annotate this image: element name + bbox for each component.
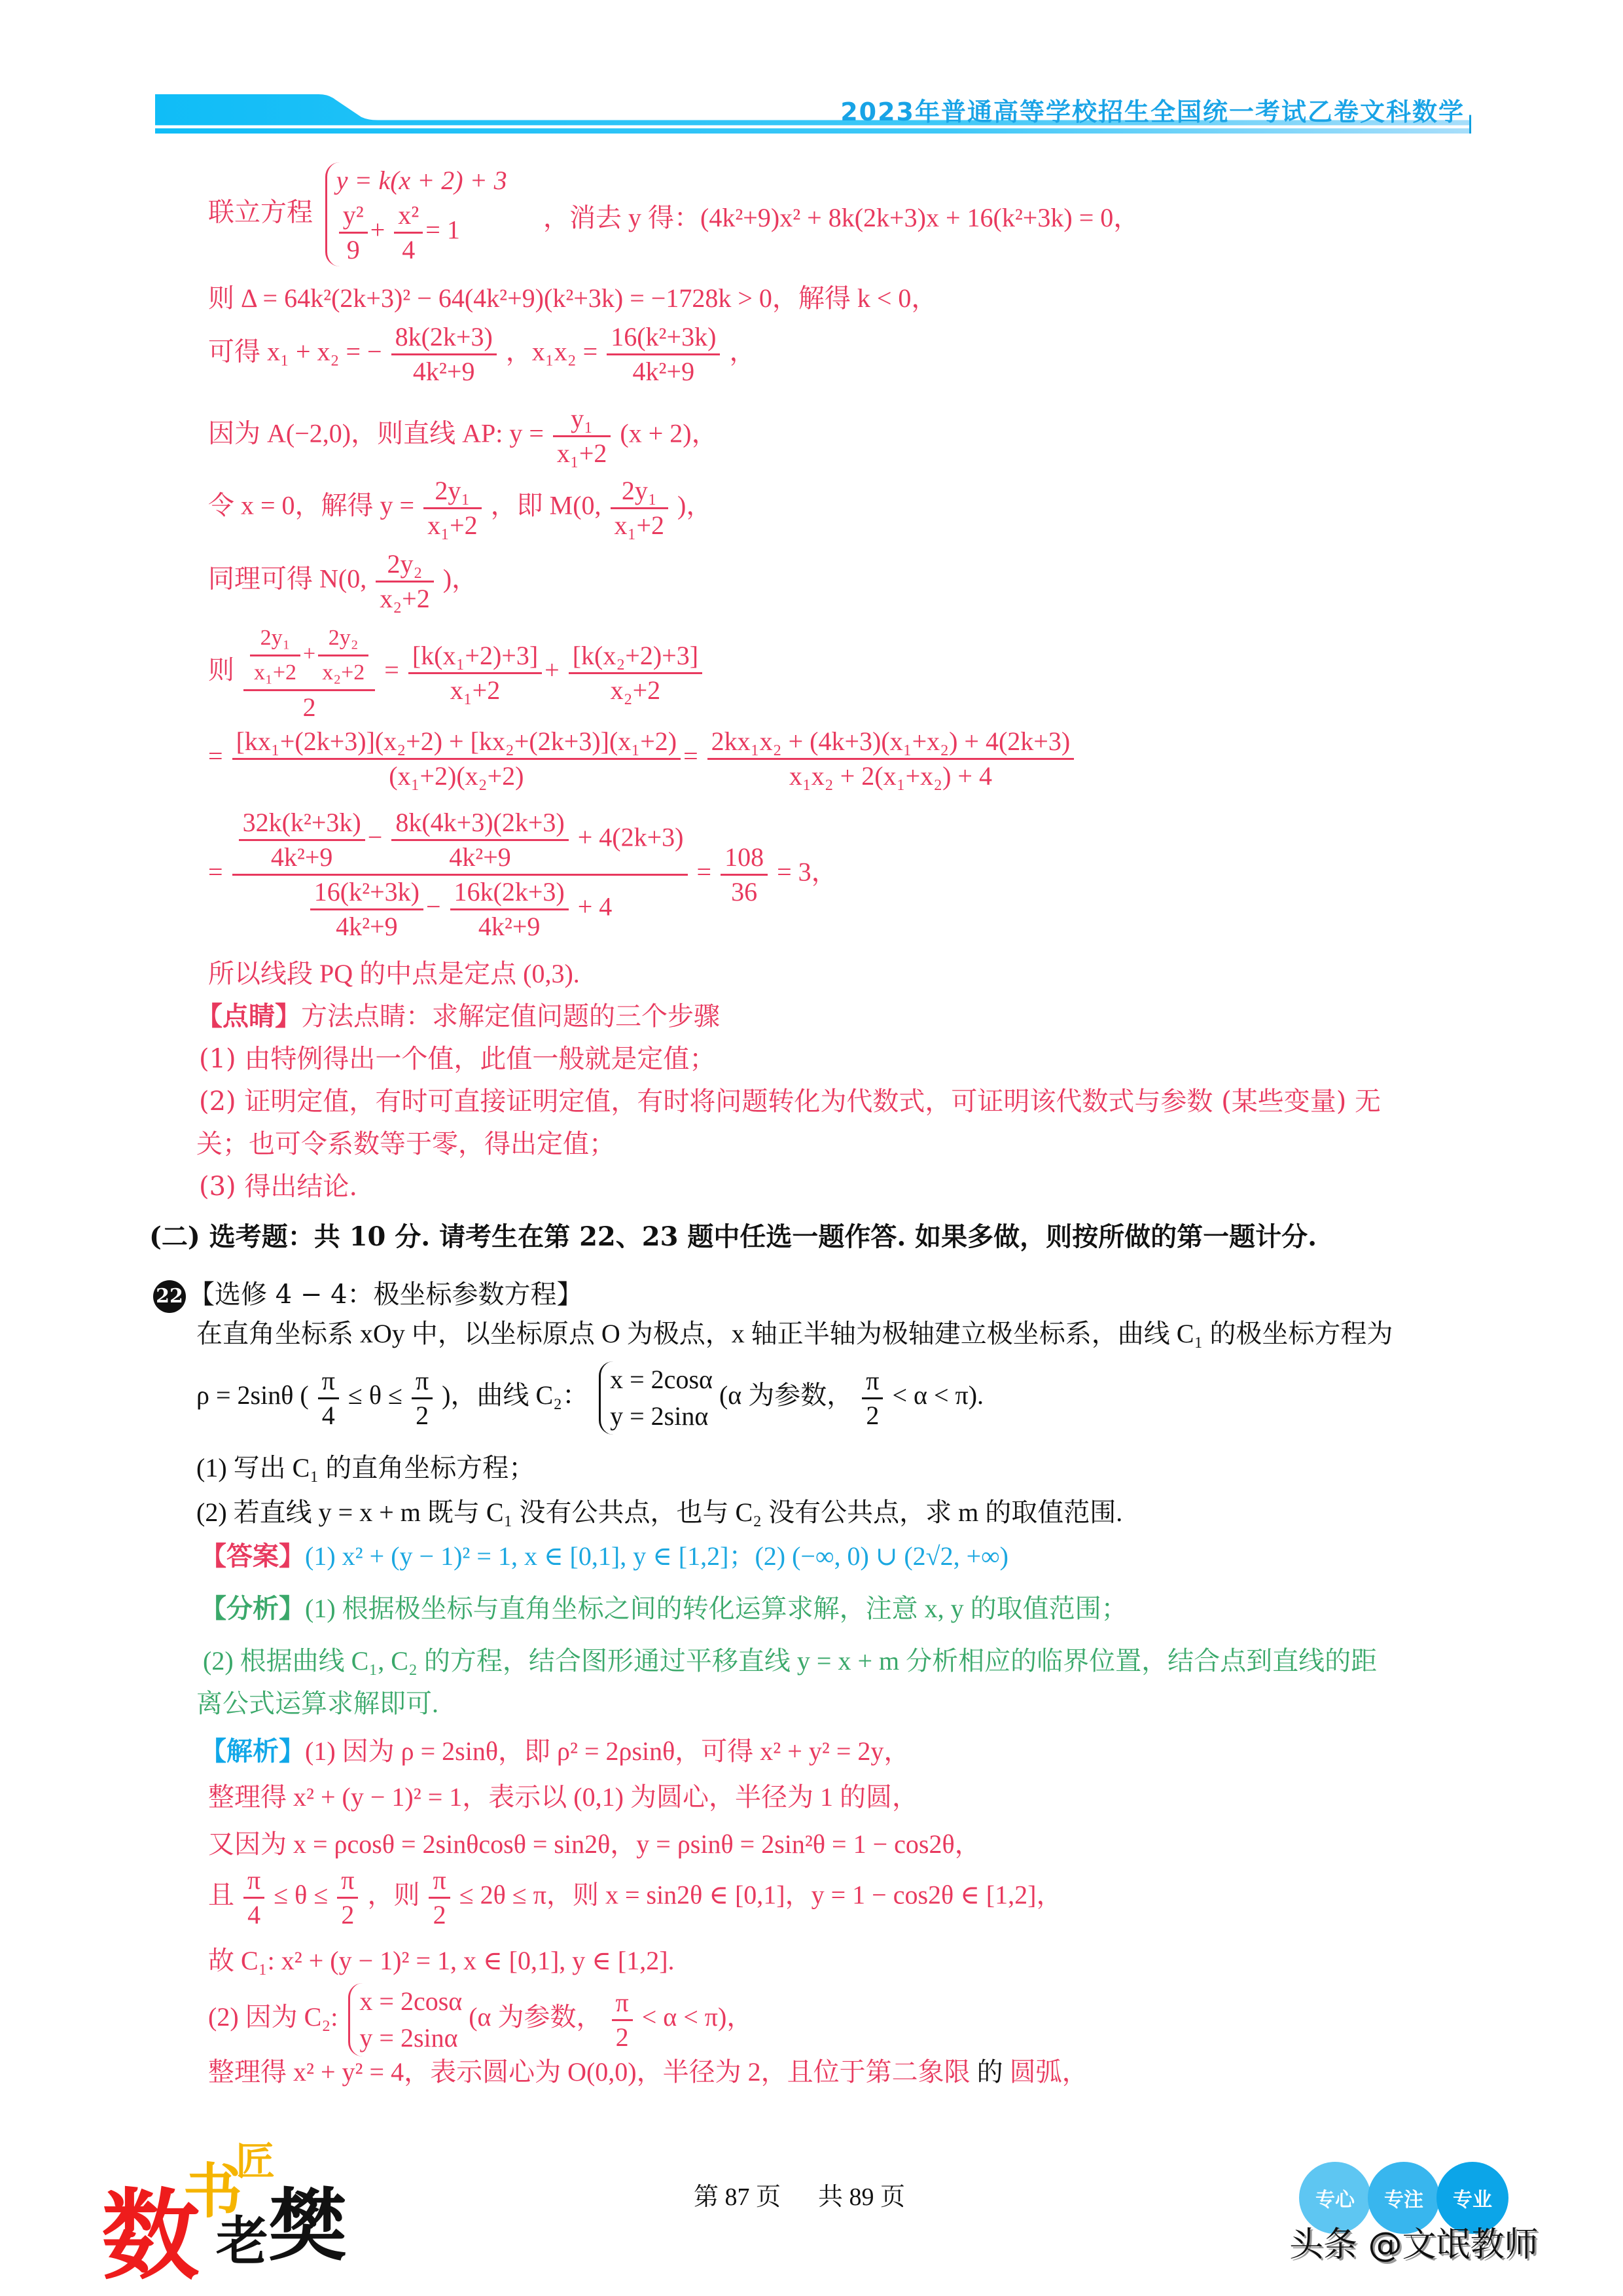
logo-char: 老 [216, 2210, 268, 2272]
frac-num: [kx₁+(2k+3)](x₂+2) + [kx₂+(2k+3)](x₁+2) [232, 725, 681, 760]
analysis-label: 【分析】 [200, 1594, 305, 1623]
vieta-prefix: 可得 x₁ + x₂ = − [208, 336, 382, 367]
discriminant-line: 则 Δ = 64k²(2k+3)² − 64(4k²+9)(k²+3k) = −1728k > 0，解得 k < 0， [208, 283, 938, 313]
frac-num: 2y₂ [318, 622, 368, 656]
question-stem-2 [196, 1361, 984, 1435]
result-tail: = 3， [777, 857, 838, 887]
frac-num: 2y₁ [611, 475, 669, 509]
equation-system [599, 1361, 713, 1435]
frac-den: x₁x₂ + 2(x₁+x₂) + 4 [789, 761, 992, 791]
current-page: 87 [724, 2183, 750, 2211]
frac-den: 36 [731, 877, 758, 906]
sol6-end: < α < π)， [641, 2002, 753, 2032]
bottom-tail: + 4 [577, 891, 613, 922]
frac-num: 16(k²+3k) [607, 321, 720, 355]
frac-den: 4 [247, 1900, 261, 1929]
frac-den: 9 [346, 235, 360, 264]
frac-num: π [412, 1365, 433, 1399]
watermark: 头条 @文氓教师 [1289, 2225, 1539, 2265]
stem-mid: ≤ θ ≤ [348, 1380, 402, 1410]
tip-item-1: (1) 由特例得出一个值，此值一般就是定值； [199, 1044, 716, 1074]
sol4-end: ≤ 2θ ≤ π，则 x = sin2θ ∈ [0,1]，y = 1 − cos2θ ∈ [1,2]， [459, 1880, 1063, 1910]
point-n-suffix: )， [442, 564, 478, 594]
sol6-param: (α 为参数， [469, 2002, 603, 2032]
sub-question-1: (1) 写出 C₁ 的直角坐标方程； [196, 1453, 535, 1482]
total-pages: 89 [849, 2183, 874, 2211]
sol4-prefix: 且 [208, 1880, 234, 1910]
page-number [694, 2176, 905, 2212]
tip-heading [196, 998, 720, 1035]
frac-den: x₁+2 [556, 439, 607, 468]
frac-den: 4k²+9 [270, 842, 333, 872]
tip-item-2: (2) 证明定值，有时可直接证明定值，有时将问题转化为代数式，可证明该代数式与参数 (某些变量) 无 [199, 1086, 1382, 1117]
sol4-mid1: ≤ θ ≤ [274, 1880, 329, 1910]
logo-char: 书 [183, 2157, 242, 2226]
frac-den: 4k²+9 [449, 842, 511, 872]
motto-bubble: 专业 [1436, 2162, 1508, 2234]
sol4-mid2: ，则 [367, 1880, 420, 1910]
question-number-badge: 22 [153, 1280, 186, 1313]
frac-den: 4k²+9 [632, 357, 695, 386]
point-m-suffix: )， [677, 490, 713, 520]
answer-block [200, 1538, 1008, 1575]
sol7-b: 的 [976, 2057, 1003, 2087]
logo-char: 数 [101, 2178, 200, 2293]
system-eq-1: x = 2cosα [610, 1365, 713, 1394]
midpoint-prefix: 则 [208, 655, 234, 685]
point-m [208, 475, 712, 542]
frac-den: 4 [402, 235, 416, 264]
frac-den: 2 [416, 1400, 429, 1430]
frac-num: [k(x₂+2)+3] [569, 639, 702, 674]
frac-den: 4k²+9 [478, 912, 541, 941]
logo-char: 樊 [268, 2179, 347, 2272]
header-title: 2023年普通高等学校招生全国统一考试乙卷文科数学 [840, 98, 1465, 126]
equation-system [348, 1983, 462, 2056]
frac-den: 2 [866, 1400, 880, 1430]
solution-label: 【解析】 [200, 1736, 305, 1766]
frac-den: x₂+2 [322, 660, 365, 685]
frac-num: 2kx₁x₂ + (4k+3)(x₁+x₂) + 4(2k+3) [707, 725, 1075, 760]
line-ap-prefix: 因为 A(−2,0)，则直线 AP: y = [208, 418, 544, 448]
tip-item-3: (3) 得出结论. [199, 1172, 358, 1202]
frac-num: π [862, 1365, 883, 1399]
expansion-step: = $\frac{\text{[kx₁+(2k+3)](x₂+2) + [kx₂+(2k+3)](x₁+2)}}{\text{(x₁+2)(x₂+2)}}$ = $\frac{\text{2kx₁x₂ + (4k+3)(x₁+x₂) + 4(2k+3)}}{\text{x₁x₂ + 2(x₁+x₂) + 4}}$ [208, 725, 1077, 793]
tip-item-2-cont: 关；也可令系数等于零，得出定值； [196, 1129, 615, 1159]
simultaneous-equations [208, 162, 507, 266]
section-heading: (二) 选考题：共 10 分. 请考生在第 22、23 题中任选一题作答. 如果多做，则按所做的第一题计分. [149, 1221, 1317, 1252]
page-label: 第 [694, 2183, 719, 2211]
sol7-a: 整理得 x² + y² = 4，表示圆心为 O(0,0)，半径为 2，且位于第二象限 [208, 2057, 971, 2087]
solution-1: (1) 因为 ρ = 2sinθ，即 ρ² = 2ρsinθ，可得 x² + y² = 2y， [305, 1736, 910, 1766]
motto-bubble: 专心 [1299, 2162, 1371, 2234]
equation-system: y = k(x + 2) + 3 $\frac{\text{y²}}{9}$ + $\frac{\text{x²}}{4}$ = 1 [325, 162, 507, 266]
sol7-c: 圆弧， [1009, 2057, 1088, 2087]
analysis-2: (2) 根据曲线 C₁, C₂ 的方程，结合图形通过平移直线 y = x + m 分析相应的临界位置，结合点到直线的距 [203, 1646, 1378, 1676]
solution-4 [208, 1864, 1062, 1931]
solution-block [200, 1733, 910, 1770]
system-eq-2: y = 2sinα [610, 1401, 709, 1431]
system-eq-1: y = k(x + 2) + 3 [336, 166, 507, 195]
tip-title: 方法点睛：求解定值问题的三个步骤 [301, 1001, 720, 1031]
question-22-title [153, 1276, 583, 1313]
line-ap-suffix: (x + 2)， [620, 418, 718, 448]
solution-7 [208, 2054, 1088, 2090]
frac-num: [k(x₁+2)+3] [408, 639, 542, 674]
point-n-prefix: 同理可得 N(0, [208, 564, 367, 594]
solution-3: 又因为 x = ρcosθ = 2sinθcosθ = sin2θ，y = ρsinθ = 2sin²θ = 1 − cos2θ， [208, 1829, 981, 1859]
substitution-step: = $\frac{\text{32k(k²+3k)}}{\text{4k²+9}}$ − $\frac{8k(4k+3)(2k+3)}{\text{4k²+9}}$ + 4(2k+3) $\frac{\text{16(k²+3k)}}{\text{4k²+9}}$ − $\frac{16k(2k+3)}{\text{4k²+9}}$ + 4 = $\frac{108}{36}$ = 3， [208, 806, 838, 943]
vieta-suffix: ， [729, 336, 756, 367]
conclusion: 所以线段 PQ 的中点是定点 (0,3). [208, 959, 580, 988]
frac-num: π [429, 1864, 450, 1899]
sol6-prefix: (2) 因为 C₂: [208, 2002, 338, 2032]
frac-num: 2y₁ [250, 622, 300, 656]
top-tail: + 4(2k+3) [577, 822, 684, 852]
solution-5: 故 C₁: x² + (y − 1)² = 1, x ∈ [0,1], y ∈ [1,2]. [208, 1946, 675, 1975]
point-m-mid: ，即 M(0, [490, 490, 601, 520]
frac-den: 4k²+9 [336, 912, 398, 941]
brand-logo [101, 2139, 363, 2293]
frac-num: π [612, 1986, 633, 2021]
frac-den: x₁+2 [427, 511, 478, 540]
frac-num: π [337, 1864, 358, 1899]
solution-2: 整理得 x² + (y − 1)² = 1，表示以 (0,1) 为圆心，半径为 1 的圆， [208, 1782, 918, 1812]
point-m-prefix: 令 x = 0，解得 y = [208, 490, 415, 520]
vieta-mid: ，x₁x₂ = [505, 336, 598, 367]
page-label: 共 [818, 2183, 844, 2211]
frac-num: 16k(2k+3) [450, 876, 569, 910]
frac-den: 4k²+9 [412, 357, 475, 386]
frac-num: y₁ [553, 403, 611, 437]
frac-num: 2y₂ [376, 548, 434, 583]
frac-den: 2 [433, 1900, 446, 1929]
frac-den: 2 [615, 2022, 629, 2052]
stem-param: (α 为参数， [719, 1380, 853, 1410]
system-eq-1: x = 2cosα [359, 1986, 463, 2016]
frac-den: 4 [321, 1400, 335, 1430]
analysis-1: (1) 根据极坐标与直角坐标之间的转化运算求解，注意 x, y 的取值范围； [305, 1594, 1128, 1623]
motto-bubble: 专注 [1368, 2162, 1440, 2234]
point-n [208, 548, 478, 615]
page-label: 页 [756, 2183, 781, 2211]
frac-num: 32k(k²+3k) [239, 806, 365, 841]
line-ap [208, 403, 718, 470]
frac-num: π [318, 1365, 339, 1399]
frac-den: x₂+2 [610, 675, 661, 705]
stem-end: < α < π). [892, 1380, 984, 1410]
answer-text: (1) x² + (y − 1)² = 1, x ∈ [0,1], y ∈ [1,2]；(2) (−∞, 0) ∪ (2√2, +∞) [305, 1541, 1008, 1571]
solution-6 [208, 1983, 753, 2056]
frac-den: x₁+2 [450, 675, 501, 705]
page-label: 页 [880, 2183, 906, 2211]
vieta-line [208, 321, 755, 388]
eliminate-y-result: ，消去 y 得：(4k²+9)x² + 8k(2k+3)x + 16(k²+3k) = 0， [543, 203, 1140, 232]
question-title: 【选修 4 − 4：极坐标参数方程】 [188, 1280, 583, 1310]
answer-label: 【答案】 [200, 1541, 305, 1571]
stem-c2: )，曲线 C₂： [442, 1380, 589, 1410]
label: 联立方程 [208, 197, 313, 228]
frac-den: 2 [341, 1900, 355, 1929]
stem-prefix: ρ = 2sinθ ( [196, 1380, 309, 1410]
frac-num: 108 [721, 841, 768, 876]
frac-den: (x₁+2)(x₂+2) [389, 761, 524, 791]
system-eq-2: y = 2sinα [359, 2023, 458, 2053]
midpoint-calc: 则 $\frac{\text{2y₁}}{\text{x₁+2}}$ + $\frac{\text{2y₂}}{\text{x₂+2}}$ 2 = $\frac{\text{[k(x₁+2)+3]}}{\text{x₁+2}}$ + $\frac{\text{[k(x₂+2)+3]}}{\text{x₂+2}}$ [208, 622, 705, 724]
frac-num: 8k(2k+3) [391, 321, 497, 355]
frac-den: x₁+2 [614, 511, 665, 540]
frac-num: x² [394, 199, 423, 234]
frac-den: x₁+2 [254, 660, 297, 685]
frac-num: 2y₁ [423, 475, 482, 509]
analysis-2-cont: 离公式运算求解即可. [196, 1689, 438, 1718]
question-stem-1: 在直角坐标系 xOy 中，以坐标原点 O 为极点，x 轴正半轴为极轴建立极坐标系，曲线 C₁ 的极坐标方程为 [196, 1319, 1393, 1348]
logo-char: 匠 [236, 2139, 275, 2185]
frac-num: π [243, 1864, 264, 1899]
frac-num: y² [339, 199, 368, 234]
analysis-block [200, 1590, 1128, 1627]
sub-question-2: (2) 若直线 y = x + m 既与 C₁ 没有公共点，也与 C₂ 没有公共点，求 m 的取值范围. [196, 1498, 1123, 1527]
tip-label: 【点睛】 [196, 1001, 301, 1031]
frac-den: x₂+2 [380, 584, 430, 613]
frac-num: 8k(4k+3)(2k+3) [391, 806, 568, 841]
frac-den: 2 [302, 692, 316, 722]
frac-num: 16(k²+3k) [310, 876, 423, 910]
